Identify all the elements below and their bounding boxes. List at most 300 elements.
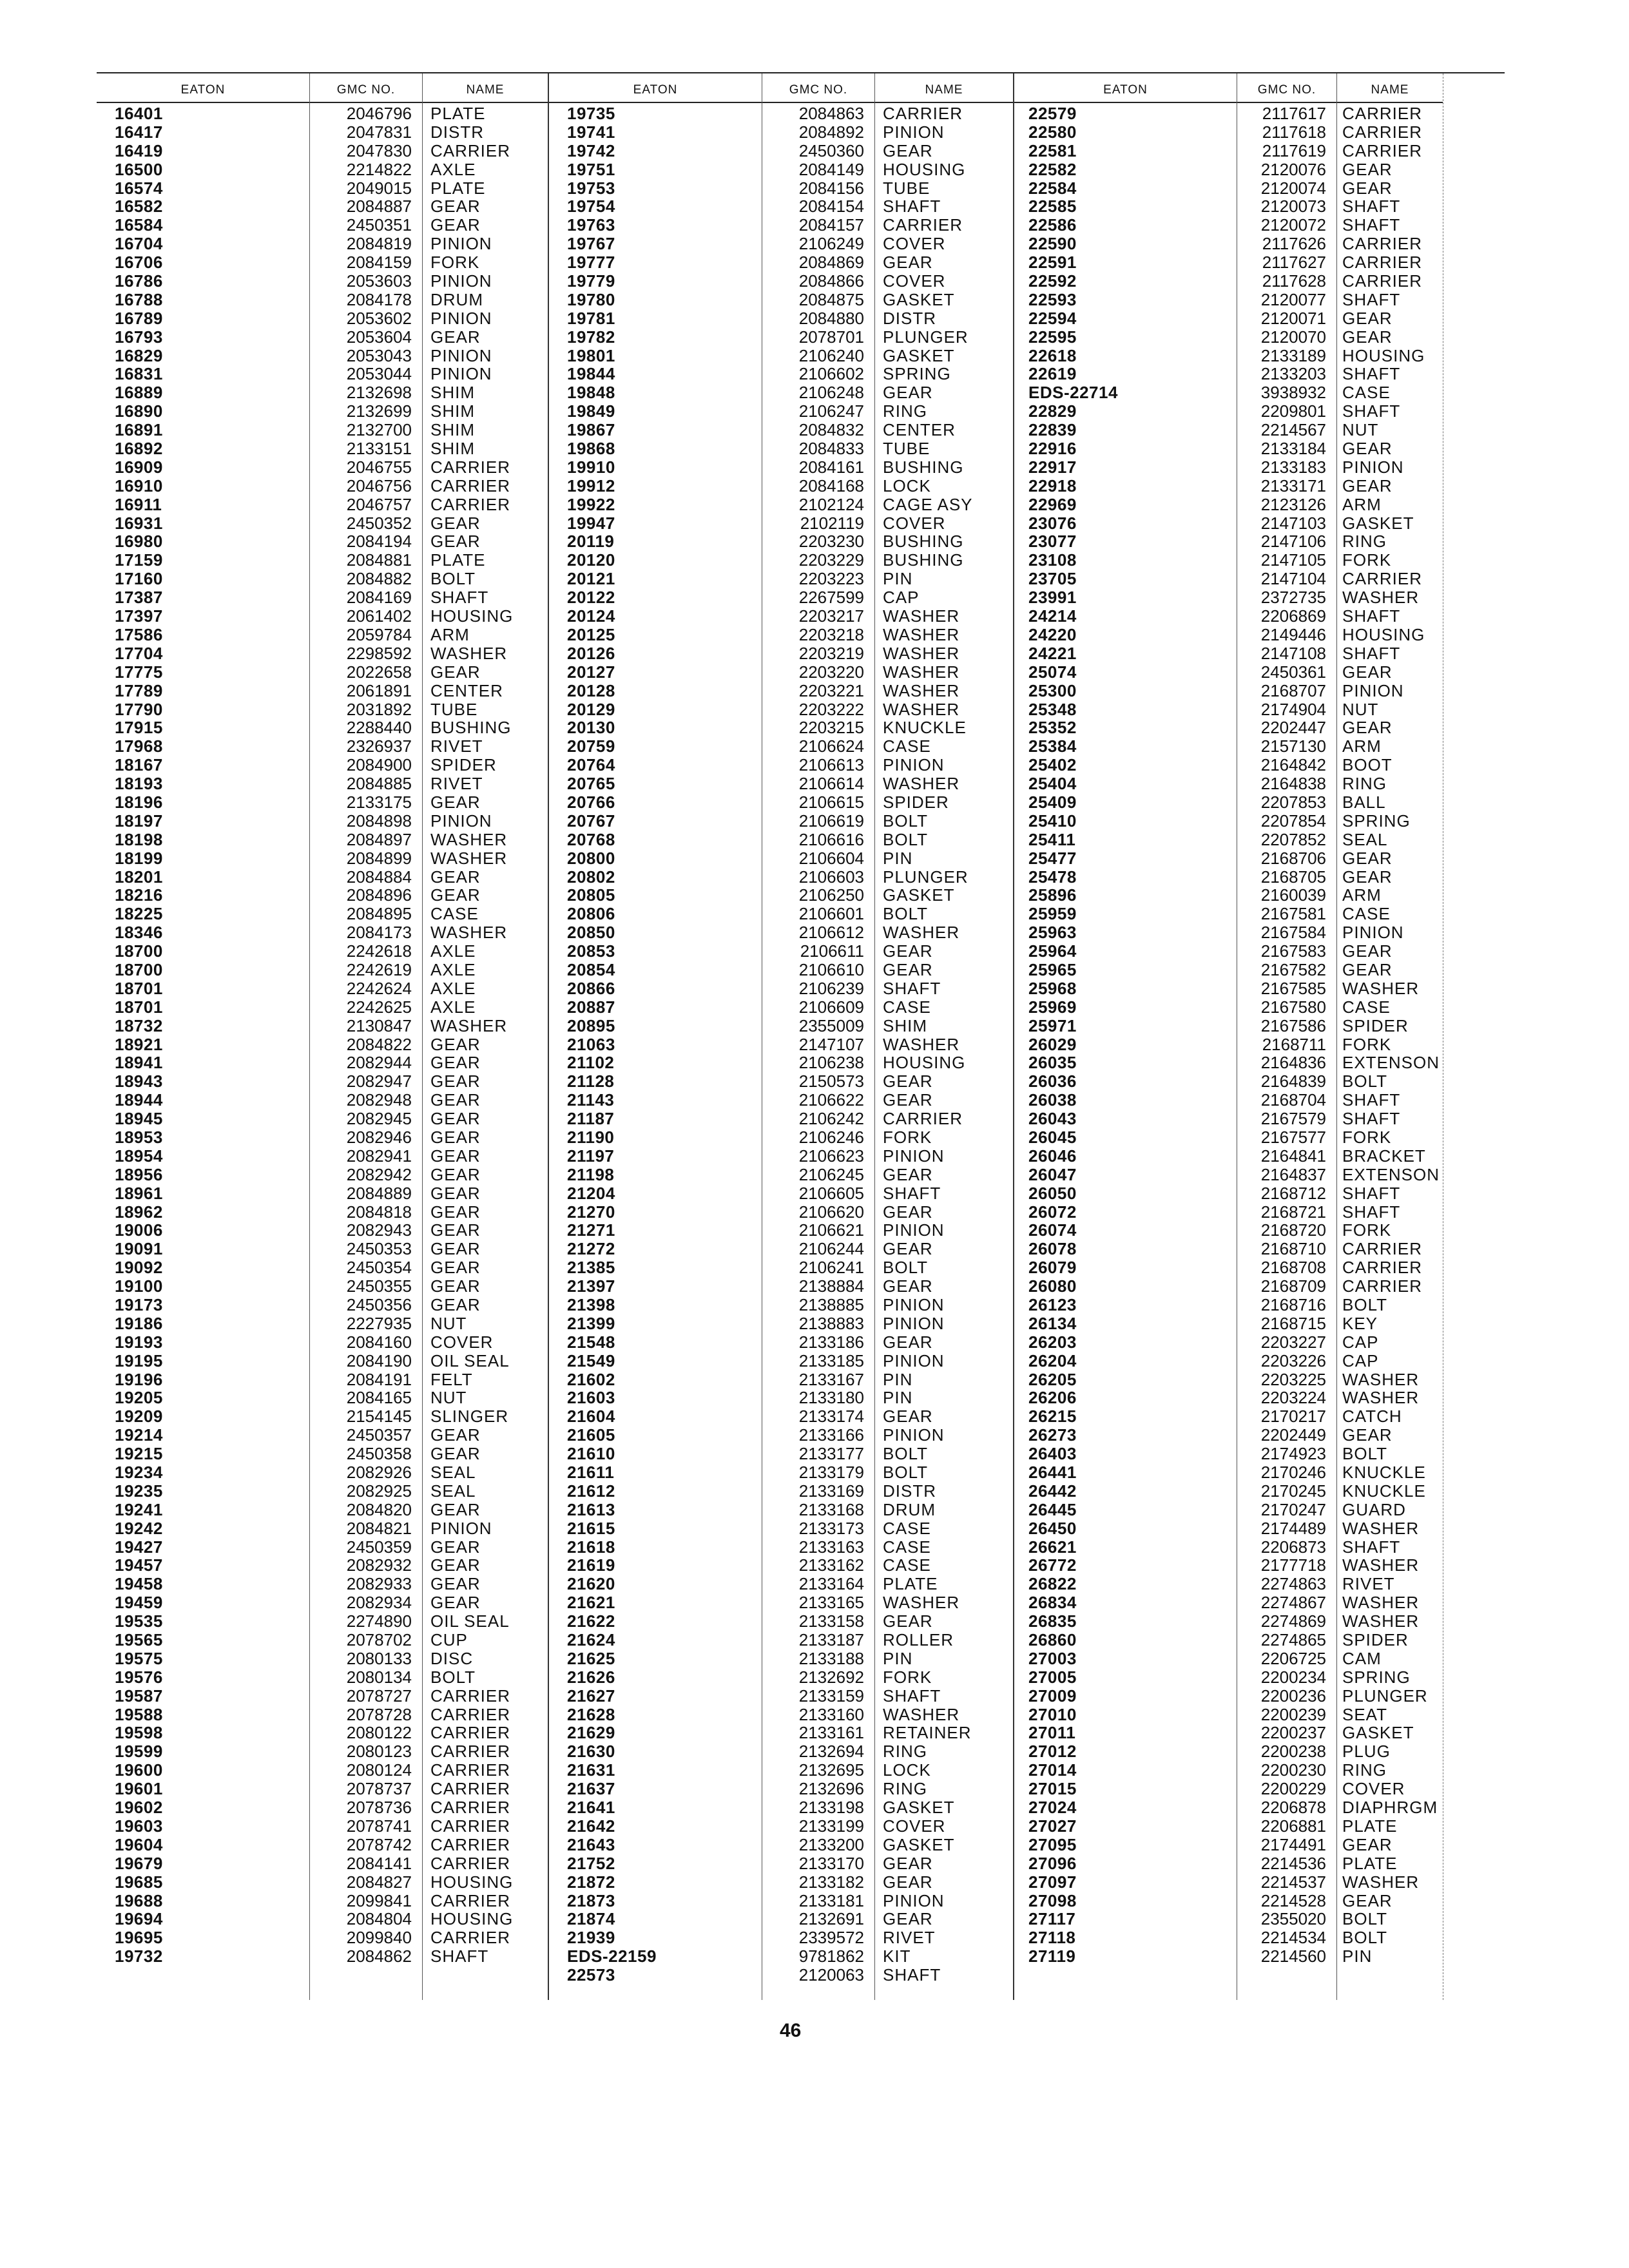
table-cell: 2084165: [346, 1389, 412, 1408]
table-cell: 19868: [567, 439, 615, 458]
table-cell: SPIDER: [430, 756, 497, 775]
table-cell: 2242625: [346, 997, 412, 1017]
table-cell: ARM: [1342, 737, 1382, 756]
table-cell: 26834: [1028, 1593, 1077, 1613]
table-cell: 19741: [567, 122, 615, 142]
table-cell: CARRIER: [1342, 1258, 1423, 1278]
table-cell: 16911: [115, 495, 162, 514]
table-cell: 2080124: [346, 1761, 412, 1780]
table-cell: 2084190: [346, 1351, 412, 1370]
table-cell: 18956: [115, 1165, 163, 1184]
table-cell: 2084160: [346, 1332, 412, 1352]
table-cell: 21198: [567, 1165, 615, 1184]
table-cell: 19600: [115, 1761, 163, 1780]
table-cell: GEAR: [430, 886, 481, 905]
table-cell: 16786: [115, 272, 163, 291]
table-cell: 2209801: [1260, 402, 1326, 421]
table-cell: 27117: [1028, 1910, 1076, 1929]
table-cell: 2084869: [798, 253, 864, 273]
table-cell: RING: [1342, 532, 1387, 552]
table-cell: 19235: [115, 1481, 163, 1501]
table-cell: GEAR: [430, 532, 481, 552]
table-cell: 23705: [1028, 570, 1077, 589]
table-cell: WASHER: [883, 1705, 960, 1724]
table-cell: GEAR: [430, 1165, 481, 1184]
table-cell: 3938932: [1260, 383, 1326, 403]
table-cell: SHAFT: [1342, 402, 1401, 421]
table-cell: 2167581: [1260, 905, 1326, 924]
eaton-header: EATON: [549, 73, 762, 103]
table-cell: NUT: [430, 1389, 467, 1408]
table-cell: GEAR: [430, 327, 481, 347]
table-cell: 2031892: [346, 700, 412, 719]
table-cell: 2047830: [346, 141, 412, 160]
table-cell: WASHER: [1342, 1519, 1420, 1538]
table-cell: 22585: [1028, 197, 1077, 216]
table-cell: CASE: [1342, 383, 1391, 403]
table-cell: 21271: [567, 1221, 615, 1240]
table-cell: 2147103: [1260, 514, 1326, 533]
table-cell: 19688: [115, 1891, 163, 1910]
table-cell: 2133185: [798, 1351, 864, 1370]
table-cell: 2084900: [346, 756, 412, 775]
table-cell: 2106622: [798, 1091, 864, 1110]
table-cell: 20766: [567, 793, 615, 812]
table-cell: 20129: [567, 700, 615, 719]
table-cell: 21615: [567, 1519, 615, 1538]
table-cell: 2168710: [1260, 1240, 1326, 1259]
table-cell: 20767: [567, 811, 615, 831]
table-cell: 20128: [567, 681, 615, 700]
table-cell: CARRIER: [1342, 235, 1423, 254]
table-cell: SHAFT: [430, 1947, 489, 1966]
table-block-1: [97, 73, 549, 2000]
table-cell: PLATE: [430, 551, 486, 570]
table-cell: 2133187: [798, 1631, 864, 1649]
table-cell: 17775: [115, 662, 163, 682]
table-cell: 2168716: [1260, 1296, 1326, 1314]
table-cell: 19604: [115, 1835, 163, 1854]
table-cell: BALL: [1342, 793, 1386, 812]
table-cell: 19912: [567, 476, 615, 495]
eaton-cells: [1014, 103, 1237, 1966]
table-cell: 26079: [1028, 1258, 1077, 1278]
table-cell: 2274890: [346, 1612, 412, 1631]
table-cell: 2168705: [1260, 867, 1326, 887]
table-cell: 2082932: [346, 1556, 412, 1575]
table-cell: DISTR: [430, 122, 484, 142]
table-cell: 2200238: [1260, 1742, 1326, 1762]
table-cell: 2046757: [346, 495, 412, 514]
table-cell: GEAR: [430, 1091, 481, 1110]
table-cell: WASHER: [883, 1035, 960, 1054]
table-cell: 25477: [1028, 849, 1077, 868]
table-cell: BOLT: [883, 905, 928, 924]
table-cell: 18225: [115, 905, 163, 924]
table-cell: 21613: [567, 1500, 615, 1519]
table-cell: 25968: [1028, 979, 1077, 998]
table-cell: BOLT: [430, 1667, 476, 1687]
table-cell: WASHER: [1342, 1389, 1420, 1408]
table-cell: 25896: [1028, 886, 1077, 905]
table-cell: 2133158: [798, 1612, 864, 1631]
table-cell: 2133180: [798, 1389, 864, 1408]
table-cell: 19100: [115, 1277, 163, 1296]
table-cell: WASHER: [883, 1593, 960, 1613]
table-cell: 2203215: [798, 718, 864, 738]
table-cell: SHAFT: [1342, 1184, 1401, 1203]
table-cell: 20805: [567, 886, 615, 905]
table-cell: SLINGER: [430, 1407, 509, 1427]
eaton-header: EATON: [97, 73, 309, 103]
table-cell: RING: [1342, 1761, 1387, 1780]
table-cell: 24220: [1028, 625, 1077, 644]
table-cell: 19576: [115, 1667, 163, 1687]
table-cell: 18701: [115, 997, 163, 1017]
table-cell: 19694: [115, 1910, 163, 1929]
table-cell: 22595: [1028, 327, 1077, 347]
table-cell: 21397: [567, 1277, 615, 1296]
table-cell: GASKET: [883, 1835, 955, 1854]
table-cell: KNUCKLE: [883, 718, 967, 738]
table-cell: CAP: [883, 588, 920, 608]
table-cell: 19779: [567, 272, 615, 291]
table-cell: 18945: [115, 1110, 163, 1128]
table-cell: 2106624: [798, 737, 864, 756]
table-cell: 21197: [567, 1146, 615, 1166]
table-cell: 19215: [115, 1445, 163, 1464]
table-cell: 16704: [115, 235, 163, 254]
table-cell: 2133161: [798, 1724, 864, 1743]
table-cell: 19867: [567, 421, 615, 440]
table-cell: DISTR: [883, 309, 936, 328]
table-cell: 21629: [567, 1724, 615, 1743]
table-cell: TUBE: [430, 700, 478, 719]
table-cell: 27096: [1028, 1854, 1077, 1873]
table-cell: 2274867: [1260, 1593, 1326, 1613]
table-cell: CARRIER: [430, 1928, 511, 1948]
table-cell: 21603: [567, 1389, 615, 1408]
table-cell: 2274865: [1260, 1631, 1326, 1649]
table-cell: NUT: [1342, 700, 1379, 719]
table-cell: 2288440: [346, 718, 412, 738]
table-cell: DISC: [430, 1649, 474, 1668]
table-cell: 2174904: [1260, 700, 1326, 719]
eaton-header: EATON: [1014, 73, 1237, 103]
table-cell: GEAR: [1342, 849, 1393, 868]
table-cell: 26035: [1028, 1053, 1077, 1073]
table-cell: 26038: [1028, 1091, 1077, 1110]
table-cell: 2203222: [798, 700, 864, 719]
table-cell: 19535: [115, 1612, 163, 1631]
table-cell: 19754: [567, 197, 615, 216]
table-cell: 2084827: [346, 1872, 412, 1892]
table-cell: 2132691: [798, 1910, 864, 1929]
table-cell: 16582: [115, 197, 163, 216]
table-cell: 2203224: [1260, 1389, 1326, 1408]
table-cell: 25411: [1028, 830, 1076, 849]
gmc-header: GMC NO.: [762, 73, 874, 103]
table-cell: BOLT: [430, 570, 476, 589]
table-cell: 2147105: [1260, 551, 1326, 570]
table-cell: 26036: [1028, 1072, 1077, 1091]
table-cell: 24221: [1028, 644, 1077, 663]
table-cell: 2133164: [798, 1575, 864, 1594]
table-cell: 18700: [115, 960, 163, 979]
table-cell: 2084884: [346, 867, 412, 887]
table-cell: RING: [883, 1780, 927, 1799]
table-cell: GEAR: [883, 960, 933, 979]
table-cell: GEAR: [430, 1184, 481, 1203]
table-cell: 2084173: [346, 923, 412, 943]
table-cell: 2120063: [798, 1966, 864, 1984]
table-cell: GEAR: [883, 1407, 933, 1427]
table-cell: 20125: [567, 625, 615, 644]
table-cell: 20130: [567, 718, 615, 738]
table-cell: 18196: [115, 793, 163, 812]
table-cell: 20765: [567, 774, 615, 793]
table-cell: 19457: [115, 1556, 163, 1575]
table-cell: 2227935: [346, 1314, 412, 1333]
table-cell: FORK: [883, 1667, 932, 1687]
table-cell: 2120072: [1260, 216, 1326, 235]
table-cell: ARM: [1342, 886, 1382, 905]
table-cell: 18921: [115, 1035, 163, 1054]
table-cell: PINION: [883, 122, 945, 142]
table-cell: 2053043: [346, 346, 412, 365]
table-cell: 21641: [567, 1798, 615, 1817]
table-cell: 17915: [115, 718, 163, 738]
table-cell: 2214534: [1260, 1928, 1326, 1948]
table-cell: HOUSING: [883, 1053, 966, 1073]
table-cell: HOUSING: [1342, 346, 1425, 365]
table-cell: 18201: [115, 867, 163, 887]
table-cell: KIT: [883, 1947, 911, 1966]
table-cell: GEAR: [430, 1240, 481, 1259]
table-cell: 2274869: [1260, 1612, 1326, 1631]
table-cell: GEAR: [430, 1110, 481, 1128]
eaton-column: [1014, 73, 1237, 2000]
table-cell: 2084149: [798, 160, 864, 179]
table-cell: 22593: [1028, 290, 1077, 309]
table-cell: 2167584: [1260, 923, 1326, 943]
table-cell: 25963: [1028, 923, 1077, 943]
table-cell: SHAFT: [1342, 1091, 1401, 1110]
table-cell: 22582: [1028, 160, 1077, 179]
table-cell: 2123126: [1260, 495, 1326, 514]
table-cell: 2053044: [346, 365, 412, 384]
table-cell: PINION: [1342, 923, 1404, 943]
table-cell: GEAR: [883, 141, 933, 160]
table-cell: 2053603: [346, 272, 412, 291]
table-cell: 16889: [115, 383, 163, 403]
name-column: [422, 73, 548, 2000]
table-cell: 20802: [567, 867, 615, 887]
table-cell: 2168708: [1260, 1258, 1326, 1278]
table-cell: 18346: [115, 923, 163, 943]
table-cell: 2164836: [1260, 1053, 1326, 1073]
table-cell: 19781: [567, 309, 615, 328]
table-cell: GEAR: [883, 1240, 933, 1259]
table-cell: 2084895: [346, 905, 412, 924]
table-cell: 2106242: [798, 1110, 864, 1128]
table-cell: GEAR: [430, 197, 481, 216]
eaton-cells: [97, 103, 309, 1966]
table-cell: 2133166: [798, 1426, 864, 1445]
table-cell: 20887: [567, 997, 615, 1017]
table-cell: 2106249: [798, 235, 864, 254]
table-cell: 21605: [567, 1426, 615, 1445]
table-cell: CARRIER: [1342, 141, 1423, 160]
table-cell: 2084168: [798, 476, 864, 495]
table-cell: 2372735: [1260, 588, 1326, 608]
table-cell: 2214560: [1260, 1947, 1326, 1966]
table-cell: OIL SEAL: [430, 1612, 510, 1631]
table-cell: 2133198: [798, 1798, 864, 1817]
table-cell: 16909: [115, 457, 163, 477]
table-cell: 25969: [1028, 997, 1077, 1017]
table-cell: 26043: [1028, 1110, 1077, 1128]
table-cell: HOUSING: [1342, 625, 1425, 644]
table-cell: CATCH: [1342, 1407, 1402, 1427]
table-cell: 2203221: [798, 681, 864, 700]
table-cell: GEAR: [1342, 178, 1393, 198]
table-cell: 2133174: [798, 1407, 864, 1427]
table-cell: 20119: [567, 532, 615, 552]
table-cell: 2084889: [346, 1184, 412, 1203]
table-cell: 24214: [1028, 607, 1077, 626]
table-cell: PINION: [883, 756, 945, 775]
table-cell: 2082934: [346, 1593, 412, 1613]
table-cell: 27014: [1028, 1761, 1077, 1780]
table-cell: SHAFT: [883, 197, 941, 216]
table-cell: 2167580: [1260, 997, 1326, 1017]
table-cell: 19193: [115, 1332, 163, 1352]
table-cell: 20126: [567, 644, 615, 663]
table-cell: 2133165: [798, 1593, 864, 1613]
table-cell: GUARD: [1342, 1500, 1406, 1519]
table-cell: 19214: [115, 1426, 163, 1445]
table-cell: BOLT: [1342, 1296, 1387, 1314]
table-cell: 26621: [1028, 1537, 1077, 1557]
table-cell: CENTER: [883, 421, 956, 440]
table-cell: SHIM: [430, 402, 475, 421]
table-cell: EDS-22159: [567, 1947, 657, 1966]
table-cell: 2106605: [798, 1184, 864, 1203]
table-cell: PIN: [1342, 1947, 1373, 1966]
table-cell: GEAR: [430, 1221, 481, 1240]
table-cell: EDS-22714: [1028, 383, 1118, 403]
table-cell: 2117618: [1262, 122, 1326, 142]
table-cell: PIN: [883, 1649, 913, 1668]
table-cell: 19732: [115, 1947, 163, 1966]
table-cell: RIVET: [430, 737, 483, 756]
table-cell: CASE: [883, 997, 931, 1017]
table-cell: GEAR: [430, 216, 481, 235]
table-cell: 2106244: [798, 1240, 864, 1259]
table-cell: 26441: [1028, 1463, 1077, 1482]
table-cell: 25971: [1028, 1016, 1077, 1035]
table-cell: 2214537: [1260, 1872, 1326, 1892]
table-cell: 2106613: [798, 756, 864, 775]
table-cell: 26206: [1028, 1389, 1077, 1408]
table-cell: 2117626: [1262, 235, 1326, 254]
table-cell: 26822: [1028, 1575, 1077, 1594]
table-cell: COVER: [883, 235, 946, 254]
table-cell: WASHER: [430, 830, 508, 849]
table-cell: PINION: [430, 1519, 492, 1538]
table-cell: 2132699: [346, 402, 412, 421]
table-cell: 19780: [567, 290, 615, 309]
table-cell: 2133186: [798, 1332, 864, 1352]
table-cell: WASHER: [430, 644, 508, 663]
table-cell: 2138885: [798, 1296, 864, 1314]
table-cell: 2167577: [1260, 1128, 1326, 1147]
table-cell: 22591: [1028, 253, 1077, 273]
table-cell: 2138883: [798, 1314, 864, 1333]
table-cell: 21631: [567, 1761, 615, 1780]
table-cell: RING: [883, 1742, 927, 1762]
table-cell: GASKET: [883, 290, 955, 309]
table-cell: CASE: [430, 905, 479, 924]
table-cell: GEAR: [1342, 718, 1393, 738]
table-cell: WASHER: [883, 607, 960, 626]
table-cell: CARRIER: [1342, 1240, 1423, 1259]
table-cell: GEAR: [430, 1593, 481, 1613]
table-cell: 2164841: [1260, 1146, 1326, 1166]
table-cell: GEAR: [1342, 662, 1393, 682]
table-cell: HOUSING: [883, 160, 966, 179]
table-cell: SPIDER: [1342, 1016, 1409, 1035]
table-cell: 2132698: [346, 383, 412, 403]
table-cell: 20768: [567, 830, 615, 849]
table-cell: FELT: [430, 1370, 473, 1389]
table-cell: 26772: [1028, 1556, 1077, 1575]
table-cell: 2133189: [1260, 346, 1326, 365]
table-cell: CARRIER: [430, 1780, 511, 1799]
table-cell: BOLT: [1342, 1910, 1387, 1929]
table-cell: 22590: [1028, 235, 1077, 254]
table-cell: RIVET: [430, 774, 483, 793]
table-cell: 26205: [1028, 1370, 1077, 1389]
table-cell: 2200236: [1260, 1686, 1326, 1706]
table-cell: 18732: [115, 1016, 163, 1035]
table-cell: FORK: [1342, 1035, 1392, 1054]
table-cell: SHAFT: [1342, 607, 1401, 626]
table-cell: 2059784: [346, 625, 412, 644]
table-cell: 2147104: [1260, 570, 1326, 589]
table-cell: BUSHING: [430, 718, 512, 738]
table-cell: SEAT: [1342, 1705, 1387, 1724]
table-cell: GEAR: [1342, 476, 1393, 495]
table-cell: 2106616: [798, 830, 864, 849]
table-cell: GEAR: [430, 662, 481, 682]
table-cell: 2202447: [1260, 718, 1326, 738]
table-cell: GEAR: [1342, 1426, 1393, 1445]
table-cell: 26072: [1028, 1202, 1077, 1222]
table-cell: CARRIER: [430, 1891, 511, 1910]
table-cell: 2082943: [346, 1221, 412, 1240]
table-cell: FORK: [1342, 1128, 1392, 1147]
table-cell: 2084898: [346, 811, 412, 831]
table-cell: 2106247: [798, 402, 864, 421]
table-cell: ARM: [1342, 495, 1382, 514]
table-cell: 16980: [115, 532, 163, 552]
table-cell: 2133168: [798, 1500, 864, 1519]
table-cell: 22618: [1028, 346, 1077, 365]
table-cell: 2084863: [798, 104, 864, 123]
name-header: NAME: [875, 73, 1013, 103]
